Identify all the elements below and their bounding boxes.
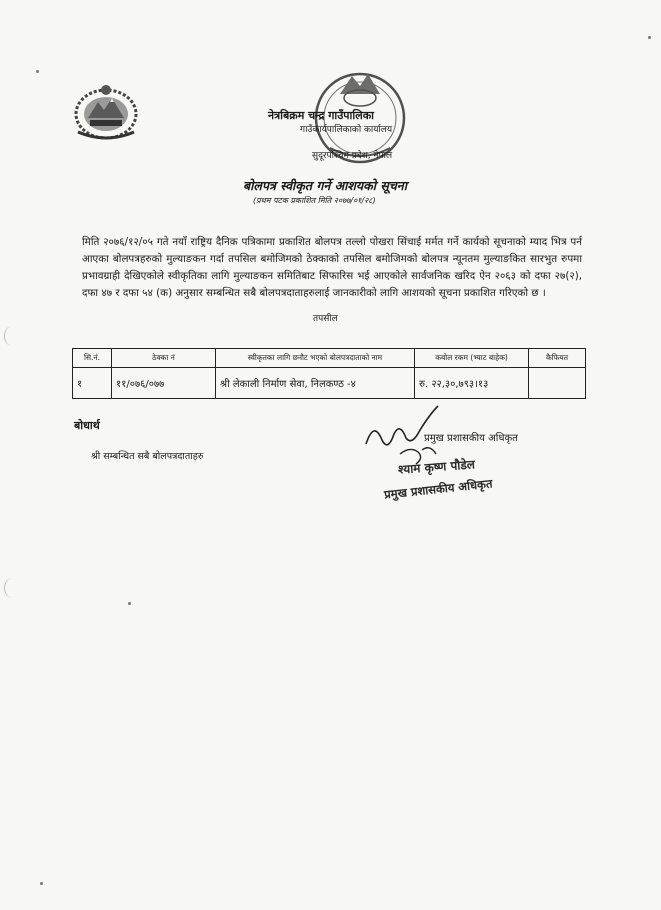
office-subtitle: गाउँकार्यपालिकाको कार्यालय (300, 125, 393, 135)
col-bidder-name: स्वीकृतका लागि छनौट भएको बोलपत्रदाताको नाम (216, 349, 415, 368)
signatory-title: प्रमुख प्रशासकीय अधिकृत (424, 433, 518, 444)
punch-hole-mark (4, 326, 21, 346)
scan-speck (128, 602, 131, 605)
details-label: तपसील (313, 314, 338, 324)
scan-speck (40, 882, 43, 885)
notice-body: मिति २०७६/१२/०५ गते नयाँ राष्ट्रिय दैनिक पत्रिकामा प्रकाशित बोलपत्र तल्लो पोखरा सिंचाई मर्मत गर्ने कार्यको सूचनाको म्याद भित्र पर्न आएका बोलपत्रहरुको मुल्याङकन गर्दा तपसिल बमोजिमको ठेक्काको तपसिल बमोजिमको बोलपत्र न्यूनतम मुल्याङकित सारभुत रुपमा प्रभावग्राही देखिएकोले स्वीकृतिका लागि मुल्याङकन समितिबाट सिफारिस भई आएकोले सार्वजनिक खरिद ऐन २०६३ को दफा २७(२), दफा ४७ र दफा ५४ (क) अनुसार सम्बन्धित सबै बोलपत्रदाताहरुलाई जानकारीको लागि आशयको सूचना प्रकाशित गरिएको छ । (82, 236, 582, 299)
cell-contract-no: ११/०७६/०७७ (112, 368, 216, 399)
table-row (73, 368, 586, 399)
col-contract-no: ठेक्का नं (112, 349, 216, 368)
cell-serial: १ (73, 368, 112, 399)
office-name: नेत्रबिक्रम चन्द्र गाउँपालिका (268, 109, 374, 122)
bid-table (72, 348, 586, 399)
cell-bidder-name: श्री लेकाली निर्माण सेवा, निलकण्ठ -४ (216, 368, 415, 399)
col-serial: सि.नं. (73, 349, 112, 368)
table-header-row (73, 349, 586, 368)
scan-speck (36, 70, 39, 73)
nepal-emblem-icon (70, 80, 142, 142)
col-bid-amount: कबोल रकम (भ्याट बाहेक) (415, 349, 529, 368)
col-remarks: कैफियत (529, 349, 586, 368)
punch-hole-mark (4, 578, 21, 598)
cc-recipient: श्री सम्बन्धित सबै बोलपत्रदाताहरु (91, 451, 204, 462)
stamp-name: श्याम कृष्ण पौडेल (397, 457, 476, 477)
office-province: सुदूरपश्चिम प्रदेश, नेपाल (312, 151, 393, 161)
cell-remarks (529, 368, 586, 399)
cell-bid-amount: रु. २२,३०,७९३।१३ (415, 368, 529, 399)
stamp-designation: प्रमुख प्रशासकीय अधिकृत (383, 476, 494, 502)
page-title: बोलपत्र स्वीकृत गर्ने आशयको सूचना (243, 178, 407, 193)
scan-speck (648, 36, 651, 39)
publication-date: (प्रथम पटक प्रकाशित मिति २०७७/०१/२८) (253, 196, 376, 205)
cc-label: बोधार्थ (74, 419, 100, 432)
